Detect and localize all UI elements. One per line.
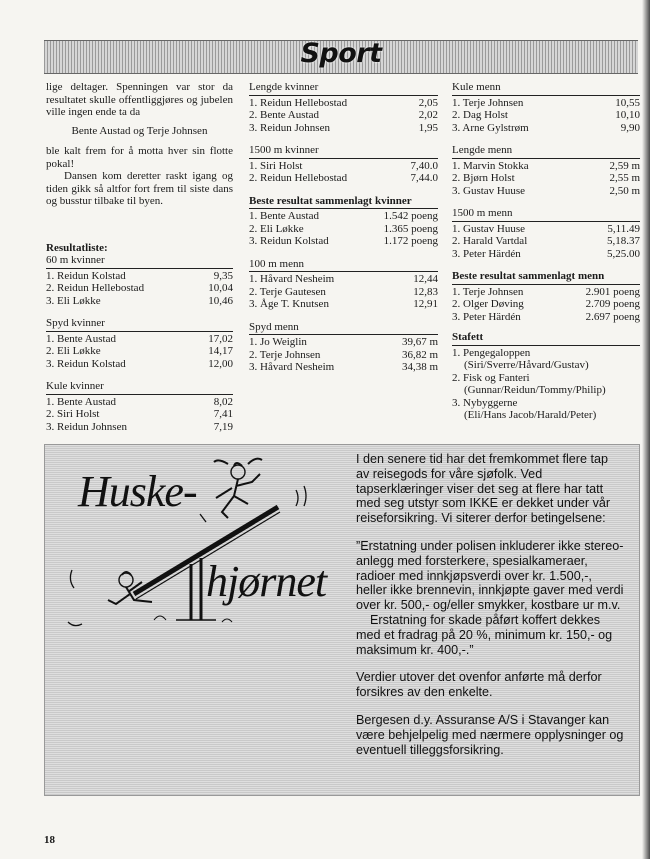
- result-section: [46, 380, 233, 433]
- result-row: [249, 109, 438, 122]
- results-column-3: [452, 81, 640, 422]
- result-section: [452, 144, 640, 197]
- result-value: 2.901 poeng: [585, 285, 640, 298]
- result-section-title: Beste resultat sammenlagt menn: [452, 270, 640, 285]
- page-edge-shadow: [642, 0, 650, 859]
- result-section: [249, 81, 438, 134]
- result-value: 39,67 m: [401, 336, 438, 348]
- result-row: [452, 235, 640, 248]
- relay-members: (Eli/Hans Jacob/Harald/Peter): [464, 409, 597, 421]
- athlete-name: 2. Reidun Hellebostad: [249, 172, 348, 184]
- athlete-name: 2. Olger Døving: [452, 298, 524, 310]
- result-row: [452, 248, 640, 261]
- result-value: 1.542 poeng: [383, 210, 438, 222]
- result-value: 12,83: [413, 285, 438, 298]
- athlete-name: 1. Bente Austad: [249, 210, 319, 222]
- result-value: 12,44: [413, 273, 438, 285]
- result-value: 7,40.0: [410, 159, 438, 172]
- result-row: [452, 298, 640, 311]
- result-row: [249, 349, 438, 362]
- result-value: 14,17: [208, 345, 233, 357]
- athlete-name: 3. Reidun Johnsen: [249, 121, 330, 134]
- huske-heading: Huske-: [78, 467, 197, 516]
- husk-paragraph-1: I den senere tid har det fremkommet flere tap av reisegods for våre sjøfolk. Ved tapserklæringer viser det seg at flere har tatt med seg utstyr som IKKE er dekket under vår reiseforsikring. Vi siterer derfor betingelsene:: [356, 452, 611, 526]
- result-row: [249, 172, 438, 185]
- result-value: 5,18.37: [607, 235, 640, 247]
- result-row: [46, 345, 233, 358]
- result-value: 34,38 m: [401, 361, 438, 373]
- relay-title: Stafett: [452, 331, 640, 346]
- result-row: [46, 421, 233, 434]
- hjornet-heading: hjørnet: [206, 557, 327, 606]
- athlete-name: 3. Gustav Huuse: [452, 184, 526, 197]
- result-value: 12,00: [208, 357, 233, 370]
- result-value: 10,55: [615, 96, 640, 109]
- result-value: 12,91: [413, 298, 438, 310]
- result-row: [452, 97, 640, 110]
- result-value: 17,02: [208, 332, 233, 345]
- result-section-title: Beste resultat sammenlagt kvinner: [249, 195, 438, 210]
- athlete-name: 3. Reidun Kolstad: [46, 357, 126, 370]
- result-value: 1.172 poeng: [383, 235, 438, 247]
- result-row: [249, 336, 438, 349]
- column-left: [46, 81, 233, 433]
- athlete-name: 2. Eli Løkke: [46, 345, 101, 357]
- result-section-title: Lengde menn: [452, 144, 640, 159]
- result-section-title: Kule kvinner: [46, 380, 233, 395]
- athlete-name: 1. Reidun Hellebostad: [249, 96, 348, 109]
- athlete-name: 1. Terje Johnsen: [452, 285, 524, 298]
- husk-paragraph-4: Verdier utover det ovenfor anførte må derfor forsikres av den enkelte.: [356, 670, 602, 700]
- athlete-name: 2. Siri Holst: [46, 408, 100, 420]
- section-banner: [44, 40, 638, 74]
- result-row: [249, 361, 438, 374]
- athlete-name: 2. Bjørn Holst: [452, 172, 515, 184]
- result-value: 1.365 poeng: [383, 222, 438, 235]
- result-row: [249, 210, 438, 223]
- athlete-name: 2. Harald Vartdal: [452, 235, 528, 247]
- result-value: 8,02: [213, 395, 233, 408]
- athlete-name: 2. Terje Johnsen: [249, 348, 321, 361]
- result-value: 10,04: [208, 282, 233, 294]
- result-value: 2,59 m: [609, 159, 640, 172]
- result-row: [452, 185, 640, 198]
- result-value: 2,55 m: [609, 172, 640, 184]
- athlete-name: 2. Bente Austad: [249, 109, 319, 121]
- result-section: [46, 254, 233, 307]
- result-row: [452, 286, 640, 299]
- huskehjornet-text: [356, 452, 624, 770]
- athlete-name: 3. Reidun Johnsen: [46, 420, 127, 433]
- result-value: 10,10: [615, 109, 640, 121]
- result-section-title: 1500 m menn: [452, 207, 640, 222]
- winners-names: Bente Austad og Terje Johnsen: [71, 124, 208, 137]
- relay-team: 3. Nybyggerne: [452, 396, 518, 409]
- result-section: [452, 81, 640, 134]
- athlete-name: 2. Eli Løkke: [249, 222, 304, 235]
- athlete-name: 3. Peter Härdén: [452, 310, 521, 323]
- athlete-name: 1. Bente Austad: [46, 395, 116, 408]
- result-row: [249, 235, 438, 248]
- result-row: [249, 273, 438, 286]
- result-value: 2.709 poeng: [585, 298, 640, 310]
- page-number: 18: [44, 834, 55, 846]
- result-value: 2,50 m: [609, 184, 640, 197]
- intro-paragraph-2: ble kalt frem for å motta hver sin flotte pokal!: [46, 145, 233, 170]
- result-value: 5,11.49: [607, 222, 640, 235]
- result-row: [249, 97, 438, 110]
- section-title: Sport: [300, 38, 382, 69]
- result-row: [452, 109, 640, 122]
- result-section: [249, 321, 438, 374]
- athlete-name: 1. Håvard Nesheim: [249, 273, 335, 285]
- results-column-2: [249, 81, 438, 374]
- intro-paragraph-3: Dansen kom deretter raskt igang og tiden gikk så altfor fort frem til siste dans og busstur tilbake til byen.: [46, 170, 233, 207]
- result-section-title: Lengde kvinner: [249, 81, 438, 96]
- result-row: [452, 223, 640, 236]
- result-row: [452, 122, 640, 135]
- husk-paragraph-3: Erstatning for skade påført koffert dekkes med et fradrag på 20 %, minimum kr. 150,- og maksimum kr. 400,-.”: [356, 612, 613, 657]
- result-section-title: 1500 m kvinner: [249, 144, 438, 159]
- result-row: [46, 358, 233, 371]
- result-row: [46, 295, 233, 308]
- result-row: [46, 408, 233, 421]
- result-row: [249, 122, 438, 135]
- result-section: [249, 144, 438, 185]
- athlete-name: 3. Arne Gylstrøm: [452, 121, 529, 134]
- result-section-title: Spyd kvinner: [46, 317, 233, 332]
- result-section-title: Kule menn: [452, 81, 640, 96]
- result-value: 7,19: [213, 420, 233, 433]
- result-section: [249, 258, 438, 311]
- athlete-name: 3. Åge T. Knutsen: [249, 298, 329, 310]
- result-value: 36,82 m: [401, 348, 438, 361]
- result-section: [452, 207, 640, 260]
- result-row: [249, 223, 438, 236]
- relay-team: 1. Pengegaloppen: [452, 346, 531, 359]
- result-section-title: 60 m kvinner: [46, 254, 233, 269]
- athlete-name: 1. Reidun Kolstad: [46, 269, 126, 282]
- athlete-name: 1. Jo Weiglin: [249, 336, 307, 348]
- result-row: [46, 270, 233, 283]
- result-value: 7,41: [213, 408, 233, 420]
- results-heading: Resultatliste:: [46, 241, 108, 254]
- result-row: [46, 282, 233, 295]
- result-section-title: 100 m menn: [249, 258, 438, 273]
- relay-members: (Siri/Sverre/Håvard/Gustav): [464, 359, 589, 371]
- result-value: 10,46: [208, 294, 233, 307]
- result-value: 9,35: [213, 269, 233, 282]
- athlete-name: 3. Reidun Kolstad: [249, 235, 329, 247]
- athlete-name: 3. Håvard Nesheim: [249, 361, 335, 373]
- result-value: 2,05: [418, 96, 438, 109]
- athlete-name: 2. Reidun Hellebostad: [46, 282, 145, 294]
- result-value: 5,25.00: [607, 247, 640, 260]
- athlete-name: 1. Gustav Huuse: [452, 222, 526, 235]
- result-value: 1,95: [418, 121, 438, 134]
- athlete-name: 2. Terje Gautesen: [249, 285, 326, 298]
- husk-paragraph-5: Bergesen d.y. Assuranse A/S i Stavanger kan være behjelpelig med nærmere opplysninger og eventuell tilleggsforsikring.: [356, 712, 624, 757]
- result-row: [46, 333, 233, 346]
- result-value: 2.697 poeng: [585, 310, 640, 323]
- result-row: [249, 298, 438, 311]
- athlete-name: 3. Peter Härdén: [452, 247, 521, 260]
- result-section: [249, 195, 438, 248]
- results-column-1: [46, 254, 233, 433]
- result-row: [452, 311, 640, 324]
- result-row: [249, 160, 438, 173]
- result-row: [452, 160, 640, 173]
- result-section: [452, 270, 640, 323]
- result-value: 9,90: [620, 121, 640, 134]
- result-row: [46, 396, 233, 409]
- intro-paragraph-1: lige deltager. Spenningen var stor da resultatet skulle offentliggjøres og jubelen ville ingen ende ta da: [46, 81, 233, 118]
- relay-team: 2. Fisk og Fanteri: [452, 371, 530, 384]
- result-section-title: Spyd menn: [249, 321, 438, 336]
- result-value: 7,44.0: [410, 172, 438, 184]
- relay-members: (Gunnar/Reidun/Tommy/Philip): [464, 384, 606, 396]
- result-row: [249, 286, 438, 299]
- athlete-name: 1. Siri Holst: [249, 159, 303, 172]
- athlete-name: 1. Marvin Stokka: [452, 159, 529, 172]
- athlete-name: 3. Eli Løkke: [46, 294, 101, 307]
- athlete-name: 1. Bente Austad: [46, 332, 116, 345]
- husk-paragraph-2: ”Erstatning under polisen inkluderer ikke stereo-anlegg med forsterkere, spesialkameraer, radioer med innkjøpsverdi over kr. 1.500,-, heller ikke brennevin, innkjøpte gaver med verdi over kr. 500,- og/eller smykker, kostbare ur m.v.: [356, 538, 624, 613]
- result-row: [452, 172, 640, 185]
- result-section: [46, 317, 233, 370]
- relay-section: [452, 331, 640, 422]
- result-value: 2,02: [418, 109, 438, 121]
- athlete-name: 1. Terje Johnsen: [452, 96, 524, 109]
- athlete-name: 2. Dag Holst: [452, 109, 508, 121]
